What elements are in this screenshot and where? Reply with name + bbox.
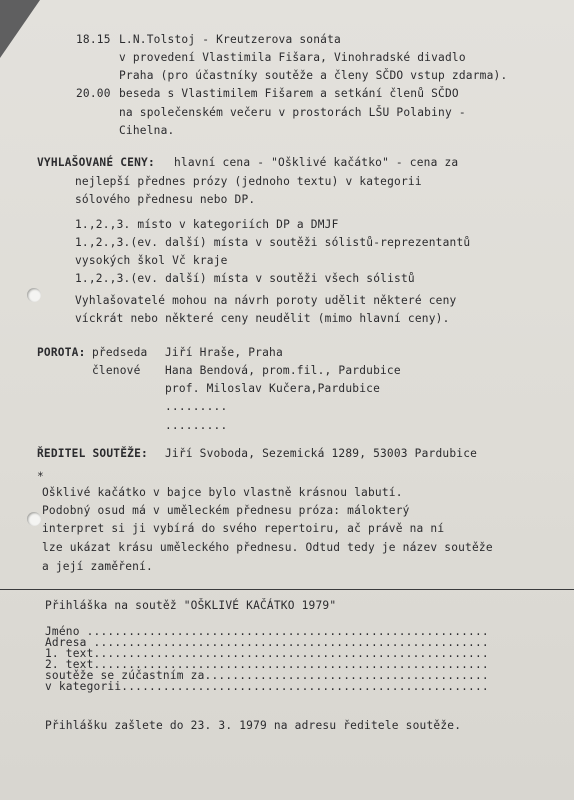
program-text: L.N.Tolstoj - Kreutzerova sonáta [119, 33, 341, 46]
director-text: Jiří Svoboda, Sezemická 1289, 53003 Pardubice [165, 447, 478, 460]
program-text: beseda s Vlastimilem Fišarem a setkání členů SČDO [119, 87, 459, 100]
prizes-text: nejlepší přednes prózy (jednoho textu) v kategorii [75, 175, 422, 188]
director-heading: ŘEDITEL SOUTĚŽE: [37, 447, 148, 460]
form-field: Adresa ......................................................... [45, 636, 489, 649]
prizes-heading: VYHLAŠOVANÉ CENY: [37, 156, 155, 169]
jury-heading: POROTA: [37, 346, 86, 359]
footnote-mark: * [37, 470, 44, 483]
program-time-2: 20.00 [76, 87, 111, 100]
form-field: 2. text......................................................... [45, 658, 489, 671]
jury-members-label: členové [92, 364, 141, 377]
prizes-text: hlavní cena - "Ošklivé kačátko" - cena za [174, 156, 459, 169]
footnote-text: Ošklivé kačátko v bajce bylo vlastně krásnou labutí. [42, 486, 403, 499]
cut-line [0, 589, 574, 590]
prize-list-item: 1.,2.,3. místo v kategoriích DP a DMJF [75, 218, 339, 231]
prizes-note: Vyhlašovatelé mohou na návrh poroty udělit některé ceny [75, 294, 457, 307]
program-time-1: 18.15 [76, 33, 111, 46]
form-field: v kategorii..................................................... [45, 680, 489, 693]
program-text: Praha (pro účastníky soutěže a členy SČDO vstup zdarma). [119, 69, 508, 82]
punch-hole [27, 512, 41, 526]
footnote-text: a její zaměření. [42, 560, 153, 573]
form-field: Jméno .......................................................... [45, 625, 489, 638]
program-text: Cihelna. [119, 124, 175, 137]
prize-list-item: 1.,2.,3.(ev. další) místa v soutěži všech sólistů [75, 272, 415, 285]
jury-chair: Jiří Hraše, Praha [165, 346, 283, 359]
form-field: soutěže se zúčastním za......................................... [45, 669, 489, 682]
form-footer: Přihlášku zašlete do 23. 3. 1979 na adresu ředitele soutěže. [45, 719, 462, 732]
jury-member: Hana Bendová, prom.fil., Pardubice [165, 364, 401, 377]
form-title: Přihláška na soutěž "OŠKLIVÉ KAČÁTKO 1979" [45, 599, 337, 612]
folded-corner [0, 0, 40, 58]
prizes-note: víckrát nebo některé ceny neudělit (mimo hlavní ceny). [75, 312, 450, 325]
jury-member: prof. Miloslav Kučera,Pardubice [165, 382, 380, 395]
punch-hole [27, 288, 41, 302]
footnote-text: lze ukázat krásu uměleckého přednesu. Odtud tedy je název soutěže [42, 541, 493, 554]
prizes-text: sólového přednesu nebo DP. [75, 193, 256, 206]
prize-list-item: vysokých škol Vč kraje [75, 254, 228, 267]
prize-list-item: 1.,2.,3.(ev. další) místa v soutěži sólistů-reprezentantů [75, 236, 471, 249]
jury-chair-label: předseda [92, 346, 148, 359]
jury-placeholder: ......... [165, 400, 228, 413]
form-field: 1. text......................................................... [45, 647, 489, 660]
jury-placeholder: ......... [165, 419, 228, 432]
program-text: v provedení Vlastimila Fišara, Vinohradské divadlo [119, 51, 466, 64]
footnote-text: Podobný osud má v uměleckém přednesu próza: málokterý [42, 504, 410, 517]
footnote-text: interpret si ji vybírá do svého repertoiru, ač právě na ní [42, 522, 445, 535]
program-text: na společenském večeru v prostorách LŠU Polabiny - [119, 106, 466, 119]
